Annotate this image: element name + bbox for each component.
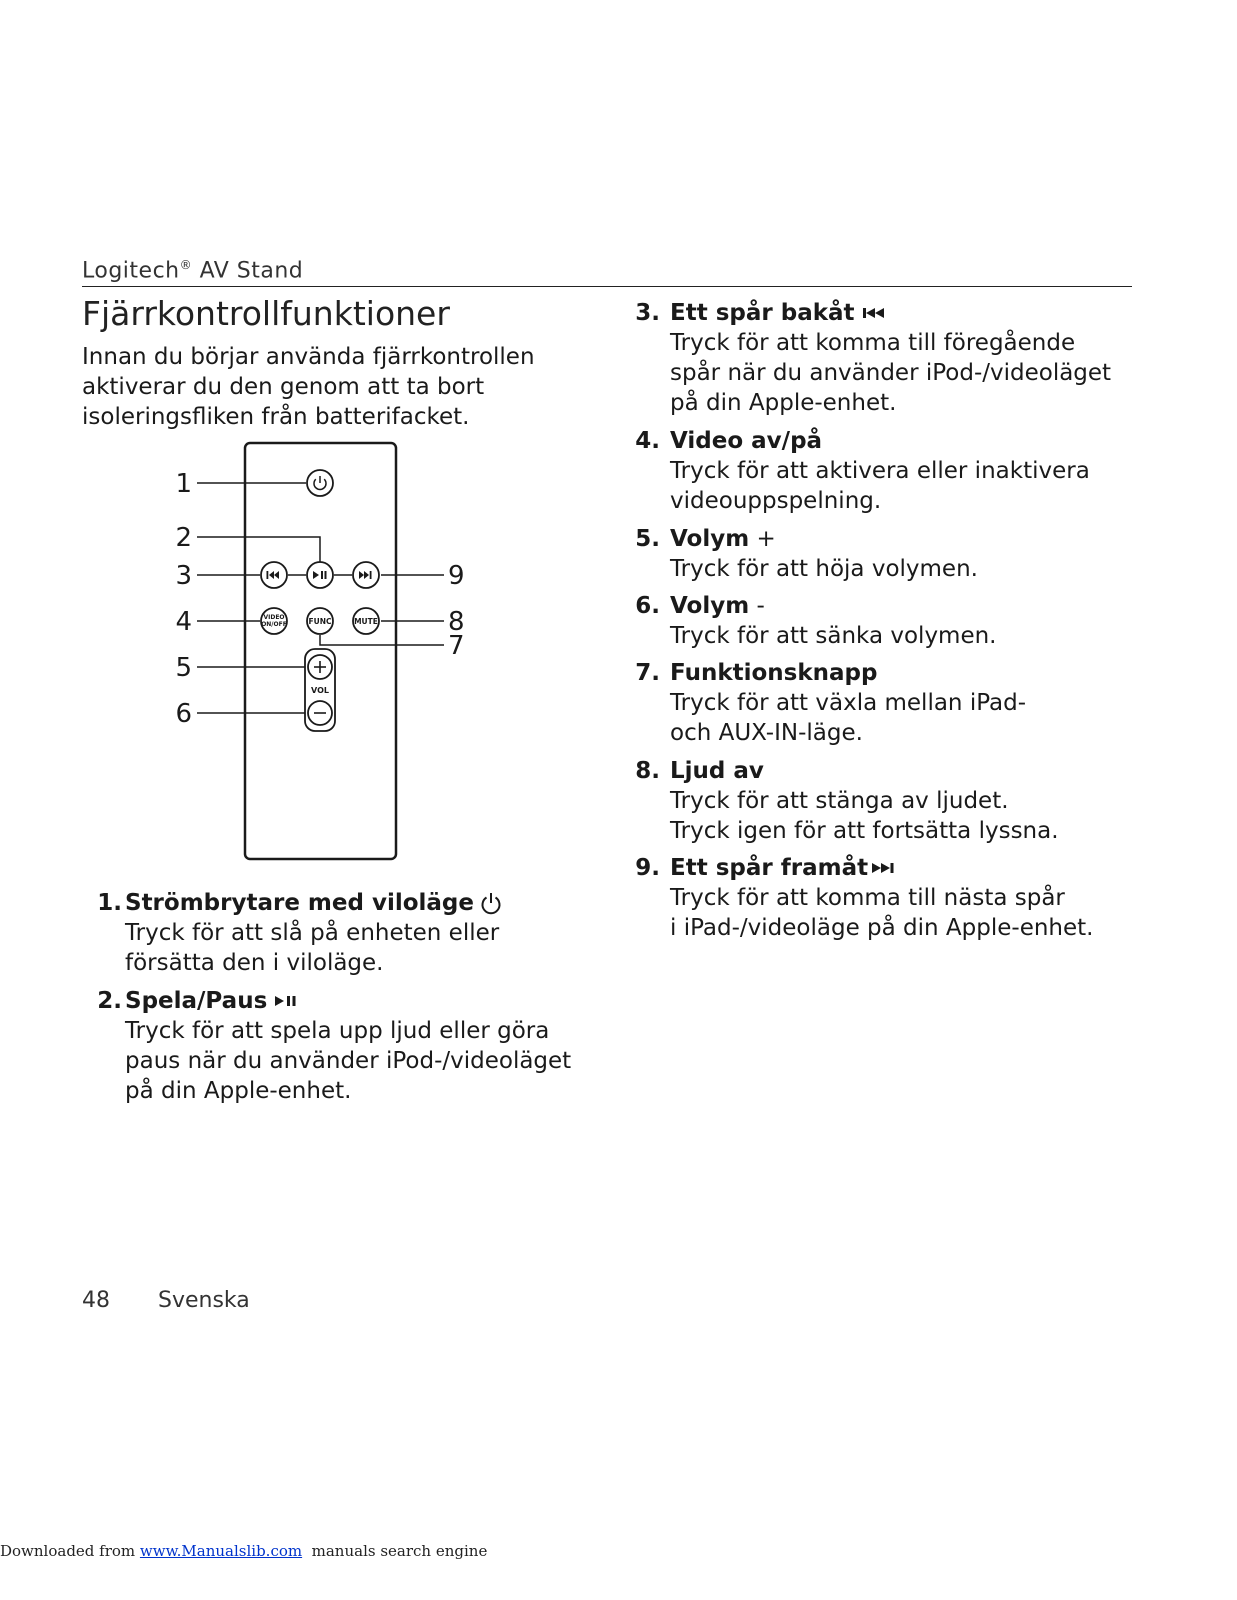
- item-number: 9.: [635, 855, 660, 881]
- item-title: Funktionsknapp: [670, 660, 878, 686]
- product-name: AV Stand: [192, 258, 304, 284]
- item-desc-line: i iPad-/videoläge på din Apple-enhet.: [670, 915, 1094, 941]
- manualslib-link[interactable]: www.Manualslib.com: [139, 1542, 303, 1560]
- intro-line: Innan du börjar använda fjärrkontrollen: [82, 344, 535, 370]
- item-number: 1.: [97, 890, 122, 916]
- next-track-button: [353, 562, 379, 588]
- callout-4: 4: [175, 607, 192, 637]
- item-desc-line: och AUX-IN-läge.: [670, 720, 863, 746]
- remote-control-diagram: [160, 436, 480, 866]
- callout-2: 2: [175, 523, 192, 553]
- item-number: 6.: [635, 593, 660, 619]
- item-desc-line: på din Apple-enhet.: [670, 390, 897, 416]
- video-label-line: ON/OFF: [261, 621, 287, 628]
- item-number: 5.: [635, 526, 660, 552]
- footer-language: Svenska: [158, 1288, 250, 1313]
- item-desc-line: Tryck för att stänga av ljudet.: [670, 788, 1009, 814]
- intro-paragraph: [82, 342, 572, 432]
- item-title-suffix: +: [749, 526, 776, 552]
- item-desc-line: på din Apple-enhet.: [125, 1078, 352, 1104]
- item-desc-line: försätta den i viloläge.: [125, 950, 384, 976]
- mute-label: MUTE: [354, 617, 378, 626]
- callout-6: 6: [175, 699, 192, 729]
- item-desc-line: paus när du använder iPod-/videoläget: [125, 1048, 572, 1074]
- item-number: 2.: [97, 988, 122, 1014]
- callout-8: 8: [448, 607, 465, 637]
- play-pause-icon: [273, 993, 301, 1009]
- item-desc-line: Tryck för att slå på enheten eller: [125, 920, 500, 946]
- product-brand: Logitech: [82, 258, 180, 284]
- play-pause-button: [307, 562, 333, 588]
- item-desc-line: Tryck igen för att fortsätta lyssna.: [670, 818, 1059, 844]
- func-button: [307, 608, 333, 634]
- callout-7: 7: [448, 631, 465, 661]
- previous-track-icon: [861, 305, 889, 321]
- item-title: Volym: [670, 593, 750, 619]
- callout-5: 5: [175, 653, 192, 683]
- item-title: Spela/Paus: [125, 988, 268, 1014]
- item-title: Ett spår framåt: [670, 855, 869, 881]
- product-header: [82, 258, 303, 283]
- item-desc-line: spår när du använder iPod-/videoläget: [670, 360, 1112, 386]
- callout-3: 3: [175, 561, 192, 591]
- callout-9: 9: [448, 561, 465, 591]
- power-button: [307, 470, 333, 496]
- volume-rocker: [305, 649, 335, 731]
- next-track-icon: [870, 860, 898, 876]
- item-desc-line: videouppspelning.: [670, 488, 882, 514]
- download-suffix: manuals search engine: [302, 1542, 488, 1560]
- page-title: Fjärrkontrollfunktioner: [82, 294, 450, 333]
- video-button: [261, 608, 287, 634]
- item-desc-line: Tryck för att komma till föregående: [670, 330, 1076, 356]
- item-title: Strömbrytare med viloläge: [125, 890, 474, 916]
- page-footer: [82, 1288, 250, 1313]
- item-number: 4.: [635, 428, 660, 454]
- item-title: Ett spår bakåt: [670, 300, 855, 326]
- item-desc-line: Tryck för att sänka volymen.: [670, 623, 997, 649]
- intro-line: isoleringsfliken från batterifacket.: [82, 404, 470, 430]
- vol-label: VOL: [311, 686, 329, 695]
- item-desc-line: Tryck för att komma till nästa spår: [670, 885, 1065, 911]
- callout-1: 1: [175, 469, 192, 499]
- item-desc-line: Tryck för att spela upp ljud eller göra: [125, 1018, 550, 1044]
- item-number: 8.: [635, 758, 660, 784]
- item-title: Video av/på: [670, 428, 823, 454]
- page-number: 48: [82, 1288, 110, 1313]
- registered-mark: ®: [179, 258, 193, 272]
- item-desc-line: Tryck för att aktivera eller inaktivera: [670, 458, 1090, 484]
- item-title-suffix: -: [749, 593, 765, 619]
- download-note: [0, 1542, 487, 1560]
- mute-button: [353, 608, 379, 634]
- item-title: Ljud av: [670, 758, 764, 784]
- item-title: Volym: [670, 526, 750, 552]
- item-desc-line: Tryck för att höja volymen.: [670, 556, 978, 582]
- video-label-line: VIDEO: [263, 614, 285, 621]
- header-divider: [82, 286, 1132, 287]
- item-number: 7.: [635, 660, 660, 686]
- download-prefix: Downloaded from: [0, 1542, 140, 1560]
- item-number: 3.: [635, 300, 660, 326]
- func-label: FUNC: [308, 617, 332, 626]
- intro-line: aktiverar du den genom att ta bort: [82, 374, 485, 400]
- previous-track-button: [261, 562, 287, 588]
- power-icon: [480, 891, 502, 915]
- item-desc-line: Tryck för att växla mellan iPad-: [670, 690, 1027, 716]
